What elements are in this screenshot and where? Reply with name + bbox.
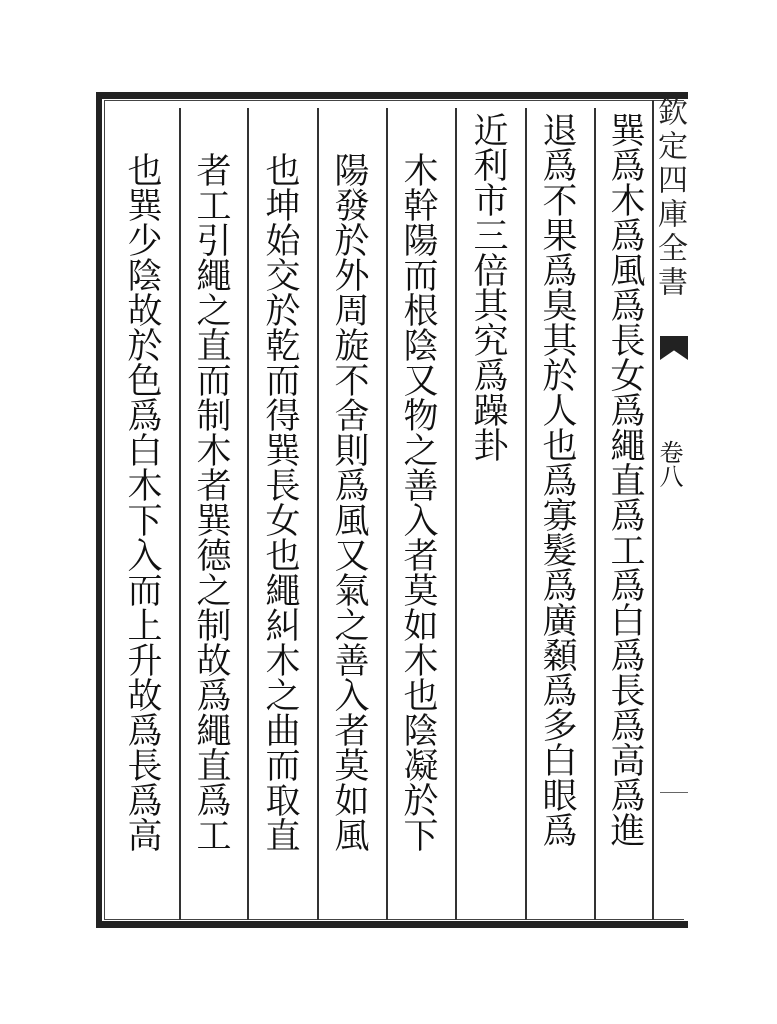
margin-juan-label: 卷八 — [655, 440, 683, 488]
column-rule — [247, 108, 249, 920]
text-column-3: 近利市三倍其究爲躁卦 — [468, 112, 508, 462]
text-column-5: 陽發於外周旋不舍則爲風又氣之善入者莫如風 — [329, 152, 369, 852]
text-column-4: 木幹陽而根陰又物之善入者莫如木也陰凝於下 — [398, 152, 438, 852]
text-column-2: 退爲不果爲臭其於人也爲寡髮爲廣顙爲多白眼爲 — [537, 112, 577, 847]
column-rule — [525, 108, 527, 920]
column-rule — [317, 108, 319, 920]
text-column-7: 者工引繩之直而制木者巽德之制故爲繩直爲工 — [191, 152, 231, 852]
column-rule — [179, 108, 181, 920]
text-column-8: 也巽少陰故於色爲白木下入而上升故爲長爲高 — [122, 152, 162, 852]
column-rule — [455, 108, 457, 920]
margin-title: 欽定四庫全書 — [652, 96, 687, 300]
column-rule — [594, 108, 596, 920]
margin-tick — [660, 792, 688, 793]
text-column-6: 也坤始交於乾而得巽長女也繩糾木之曲而取直 — [260, 152, 300, 852]
text-column-1: 巽爲木爲風爲長女爲繩直爲工爲白爲長爲高爲進 — [605, 112, 645, 847]
column-rule — [386, 108, 388, 920]
